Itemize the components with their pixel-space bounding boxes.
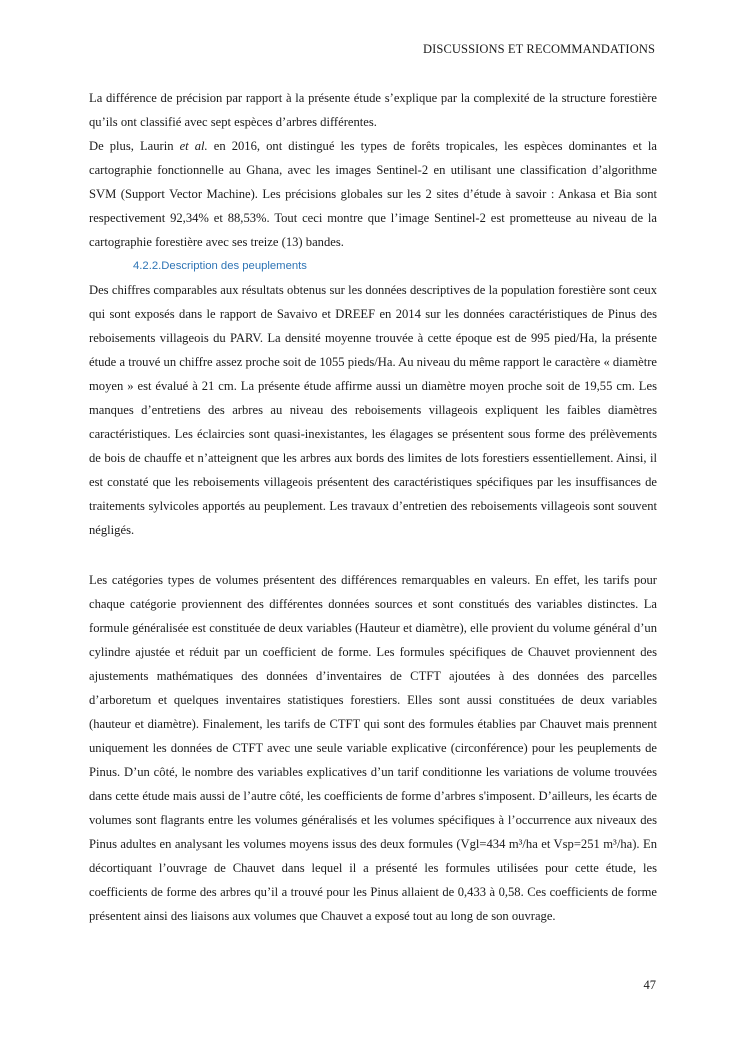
paragraph-volumes: Les catégories types de volumes présentent des différences remarquables en valeurs. En effet, les tarifs pour chaque catégorie proviennent des différentes données sources et sont constitués des variables distinctes. La formule généralisée est constituée de deux variables (Hauteur et diamètre), elle provient du volume général d’un cylindre ajustée et réduit par un coefficient de forme. Les formules spécifiques de Chauvet proviennent des ajustements mathématiques des données d’inventaires de CTFT ajoutées à des données des parcelles d’arboretum et quelques inventaires statistiques forestiers. Elles sont aussi constituées de deux variables (hauteur et diamètre). Finalement, les tarifs de CTFT qui sont des formules établies par Chauvet mais prennent uniquement les données de CTFT avec une seule variable explicative (circonférence) pour les peuplements de Pinus. D’un côté, le nombre des variables explicatives d’un tarif conditionne les variations de volume trouvées dans cette étude mais aussi de l’autre côté, les coefficients de forme d’arbres s'imposent. D’ailleurs, les écarts de volumes sont flagrants entre les volumes généralisés et les volumes spécifiques à l’occurrence aux niveaux des Pinus adultes en analysant les volumes moyens issus des deux formules (Vgl=434 m³/ha et Vsp=251 m³/ha). En décortiquant l’ouvrage de Chauvet dans lequel il a présenté les formules utilisées pour cette étude, les coefficients de forme des arbres qu’il a trouvé pour les Pinus allaient de 0,433 à 0,58. Ces coefficients de forme présentent ainsi des liaisons aux volumes que Chauvet a exposé tout au long de son ouvrage. bbox=[89, 573, 657, 923]
section-heading: 4.2.2.Description des peuplements bbox=[133, 260, 307, 272]
running-header: DISCUSSIONS ET RECOMMANDATIONS bbox=[423, 42, 655, 56]
citation-et-al: et al. bbox=[179, 139, 208, 153]
paragraph-spacer bbox=[89, 542, 657, 568]
page-number: 47 bbox=[643, 978, 656, 992]
paragraph-precision: La différence de précision par rapport à la présente étude s’explique par la complexité de la structure forestière qu’ils ont classifié avec sept espèces d’arbres différentes. bbox=[89, 91, 657, 129]
paragraph-laurin-rest: en 2016, ont distingué les types de forêts tropicales, les espèces dominantes et la cartographie fonctionnelle au Ghana, avec les images Sentinel-2 en utilisant une classification d’algorithme SVM (Support Vector Machine). Les précisions globales sur les 2 sites d’étude à savoir : Ankasa et Bia sont respectivement 92,34% et 88,53%. Tout ceci montre que l’image Sentinel-2 est prometteuse au niveau de la cartographie forestière avec ses treize (13) bandes. bbox=[89, 139, 658, 249]
paragraph-peuplements: Des chiffres comparables aux résultats obtenus sur les données descriptives de la population forestière sont ceux qui sont exposés dans le rapport de Savaivo et DREEF en 2014 sur les données caractéristiques de Pinus des reboisements villageois du PARV. La densité moyenne trouvée à cette époque est de 995 pied/Ha, la présente étude a trouvé un chiffre assez proche soit de 1055 pieds/Ha. Au niveau du même rapport le caractère « diamètre moyen » est évalué à 21 cm. La présente étude affirme aussi un diamètre moyen proche soit de 19,55 cm. Les manques d’entretiens des arbres au niveau des reboisements villageois expliquent les faibles diamètres caractéristiques. Les éclaircies sont quasi-inexistantes, les élagages se présentent sous forme des prélèvements de bois de chauffe et n’atteignent que les arbres aux bords des limites de lots forestiers essentiellement. Ainsi, il est constaté que les reboisements villageois présentent des caractéristiques spécifiques par les insuffisances de traitements sylvicoles apportés au peuplement. Les travaux d’entretien des reboisements villageois sont souvent négligés. bbox=[89, 283, 657, 537]
paragraph-laurin bbox=[89, 134, 657, 254]
paragraph-laurin-start: De plus, Laurin bbox=[89, 139, 180, 153]
body-text bbox=[89, 86, 657, 928]
